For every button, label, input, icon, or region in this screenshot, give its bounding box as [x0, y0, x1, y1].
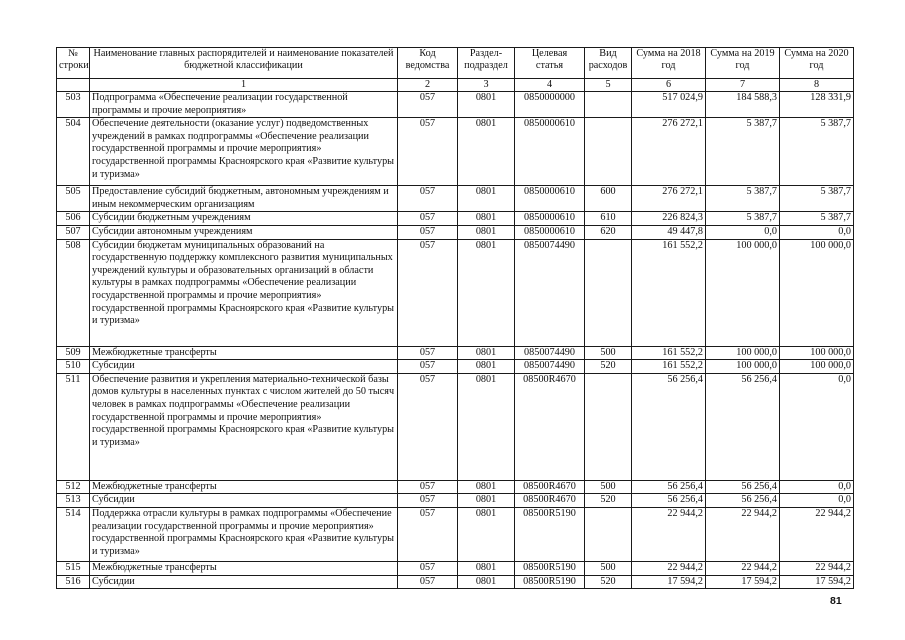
row-dept-code: 057	[398, 373, 458, 480]
row-sum-2020: 22 944,2	[780, 561, 854, 575]
row-dept-code: 057	[398, 212, 458, 226]
row-name: Субсидии автономным учреждениям	[90, 225, 398, 239]
row-target-article: 08500R5190	[515, 561, 585, 575]
row-sum-2018: 17 594,2	[632, 575, 706, 589]
row-sum-2019: 17 594,2	[706, 575, 780, 589]
row-name: Поддержка отрасли культуры в рамках подпрограммы «Обеспечение реализации государственной программы и прочие мероприятия» государственной программы Красноярского края «Развитие культуры и туризма»	[90, 507, 398, 561]
row-target-article: 0850074490	[515, 346, 585, 360]
table-row	[57, 186, 854, 212]
row-number: 516	[57, 575, 90, 589]
row-sum-2018: 22 944,2	[632, 507, 706, 561]
column-number: 5	[585, 79, 632, 92]
row-sum-2018: 49 447,8	[632, 225, 706, 239]
row-sum-2020: 0,0	[780, 373, 854, 480]
row-sum-2019: 184 588,3	[706, 92, 780, 118]
row-section: 0801	[458, 494, 515, 508]
row-sum-2019: 22 944,2	[706, 507, 780, 561]
row-number: 510	[57, 360, 90, 374]
row-sum-2020: 5 387,7	[780, 212, 854, 226]
row-dept-code: 057	[398, 507, 458, 561]
header-row-number: № строки	[57, 48, 90, 79]
row-name: Субсидии бюджетным учреждениям	[90, 212, 398, 226]
header-sum-2019: Сумма на 2019 год	[706, 48, 780, 79]
row-dept-code: 057	[398, 186, 458, 212]
column-number: 3	[458, 79, 515, 92]
row-target-article: 08500R4670	[515, 494, 585, 508]
row-expense-kind: 500	[585, 480, 632, 494]
row-dept-code: 057	[398, 239, 458, 346]
row-sum-2020: 0,0	[780, 225, 854, 239]
row-sum-2019: 100 000,0	[706, 360, 780, 374]
row-number: 505	[57, 186, 90, 212]
header-expense-kind: Вид расходов	[585, 48, 632, 79]
row-sum-2018: 161 552,2	[632, 360, 706, 374]
row-sum-2018: 56 256,4	[632, 494, 706, 508]
row-sum-2018: 56 256,4	[632, 480, 706, 494]
row-sum-2020: 5 387,7	[780, 118, 854, 186]
row-number: 506	[57, 212, 90, 226]
row-dept-code: 057	[398, 118, 458, 186]
row-target-article: 0850000610	[515, 186, 585, 212]
row-sum-2020: 17 594,2	[780, 575, 854, 589]
row-target-article: 0850074490	[515, 239, 585, 346]
table-row	[57, 239, 854, 346]
row-number: 512	[57, 480, 90, 494]
column-number: 2	[398, 79, 458, 92]
row-section: 0801	[458, 507, 515, 561]
row-expense-kind: 500	[585, 346, 632, 360]
row-sum-2019: 56 256,4	[706, 494, 780, 508]
header-dept-code: Код ведомства	[398, 48, 458, 79]
row-target-article: 08500R4670	[515, 480, 585, 494]
row-sum-2019: 5 387,7	[706, 186, 780, 212]
column-number: 6	[632, 79, 706, 92]
row-sum-2018: 226 824,3	[632, 212, 706, 226]
row-expense-kind: 600	[585, 186, 632, 212]
row-sum-2018: 22 944,2	[632, 561, 706, 575]
row-expense-kind: 520	[585, 575, 632, 589]
row-sum-2019: 22 944,2	[706, 561, 780, 575]
row-sum-2020: 5 387,7	[780, 186, 854, 212]
row-dept-code: 057	[398, 561, 458, 575]
header-row	[57, 48, 854, 79]
table-row	[57, 360, 854, 374]
row-expense-kind: 520	[585, 494, 632, 508]
row-section: 0801	[458, 239, 515, 346]
row-sum-2018: 276 272,1	[632, 186, 706, 212]
row-sum-2020: 100 000,0	[780, 360, 854, 374]
row-target-article: 0850074490	[515, 360, 585, 374]
column-number: 4	[515, 79, 585, 92]
column-number: 8	[780, 79, 854, 92]
row-section: 0801	[458, 212, 515, 226]
row-sum-2019: 56 256,4	[706, 373, 780, 480]
row-expense-kind	[585, 373, 632, 480]
row-name: Субсидии бюджетам муниципальных образований на государственную поддержку комплексного развития муниципальных учреждений культуры и образовательных организаций в области культуры в рамках подпрограммы «Обеспечение реализации государственной программы и прочие мероприятия» государственной программы Красноярского края «Развитие культуры и туризма»	[90, 239, 398, 346]
row-number: 514	[57, 507, 90, 561]
header-sum-2018: Сумма на 2018 год	[632, 48, 706, 79]
row-name: Субсидии	[90, 575, 398, 589]
row-number: 509	[57, 346, 90, 360]
row-number: 508	[57, 239, 90, 346]
header-target-article: Целевая статья	[515, 48, 585, 79]
table-row	[57, 494, 854, 508]
row-expense-kind: 520	[585, 360, 632, 374]
column-number-row	[57, 79, 854, 92]
row-sum-2020: 22 944,2	[780, 507, 854, 561]
row-number: 503	[57, 92, 90, 118]
header-name: Наименование главных распорядителей и наименование показателей бюджетной классификации	[90, 48, 398, 79]
row-number: 504	[57, 118, 90, 186]
table-row	[57, 225, 854, 239]
row-sum-2020: 0,0	[780, 494, 854, 508]
row-target-article: 08500R5190	[515, 507, 585, 561]
row-sum-2018: 161 552,2	[632, 239, 706, 346]
row-sum-2019: 100 000,0	[706, 346, 780, 360]
row-target-article: 0850000000	[515, 92, 585, 118]
row-dept-code: 057	[398, 360, 458, 374]
budget-page	[56, 47, 853, 589]
row-expense-kind	[585, 118, 632, 186]
column-number	[57, 79, 90, 92]
row-sum-2018: 517 024,9	[632, 92, 706, 118]
row-dept-code: 057	[398, 225, 458, 239]
row-section: 0801	[458, 225, 515, 239]
row-section: 0801	[458, 575, 515, 589]
row-section: 0801	[458, 480, 515, 494]
row-sum-2018: 56 256,4	[632, 373, 706, 480]
row-expense-kind	[585, 239, 632, 346]
row-sum-2019: 100 000,0	[706, 239, 780, 346]
table-row	[57, 575, 854, 589]
row-section: 0801	[458, 92, 515, 118]
row-sum-2020: 0,0	[780, 480, 854, 494]
row-name: Субсидии	[90, 360, 398, 374]
table-body	[57, 92, 854, 589]
row-sum-2019: 5 387,7	[706, 212, 780, 226]
table-row	[57, 480, 854, 494]
row-number: 515	[57, 561, 90, 575]
row-number: 511	[57, 373, 90, 480]
row-sum-2018: 161 552,2	[632, 346, 706, 360]
row-name: Межбюджетные трансферты	[90, 346, 398, 360]
row-section: 0801	[458, 360, 515, 374]
row-section: 0801	[458, 373, 515, 480]
row-name: Межбюджетные трансферты	[90, 480, 398, 494]
row-sum-2019: 0,0	[706, 225, 780, 239]
row-sum-2020: 100 000,0	[780, 346, 854, 360]
row-section: 0801	[458, 561, 515, 575]
row-target-article: 0850000610	[515, 212, 585, 226]
row-dept-code: 057	[398, 92, 458, 118]
budget-table	[56, 47, 854, 589]
row-name: Подпрограмма «Обеспечение реализации государственной программы и прочие мероприятия»	[90, 92, 398, 118]
row-name: Субсидии	[90, 494, 398, 508]
row-name: Межбюджетные трансферты	[90, 561, 398, 575]
row-sum-2019: 5 387,7	[706, 118, 780, 186]
table-row	[57, 561, 854, 575]
row-dept-code: 057	[398, 480, 458, 494]
table-row	[57, 346, 854, 360]
row-target-article: 08500R5190	[515, 575, 585, 589]
table-row	[57, 118, 854, 186]
row-name: Предоставление субсидий бюджетным, автономным учреждениям и иным некоммерческим организациям	[90, 186, 398, 212]
row-target-article: 08500R4670	[515, 373, 585, 480]
header-section: Раздел-подраздел	[458, 48, 515, 79]
row-dept-code: 057	[398, 575, 458, 589]
page-number: 81	[830, 595, 842, 607]
row-section: 0801	[458, 118, 515, 186]
row-section: 0801	[458, 186, 515, 212]
table-row	[57, 373, 854, 480]
row-expense-kind	[585, 92, 632, 118]
row-dept-code: 057	[398, 494, 458, 508]
row-sum-2020: 128 331,9	[780, 92, 854, 118]
row-name: Обеспечение деятельности (оказание услуг) подведомственных учреждений в рамках подпрограммы «Обеспечение реализации государственной программы и прочие мероприятия» государственной программы Красноярского края «Развитие культуры и туризма»	[90, 118, 398, 186]
row-section: 0801	[458, 346, 515, 360]
row-number: 513	[57, 494, 90, 508]
row-number: 507	[57, 225, 90, 239]
row-sum-2018: 276 272,1	[632, 118, 706, 186]
table-row	[57, 92, 854, 118]
row-sum-2019: 56 256,4	[706, 480, 780, 494]
table-row	[57, 212, 854, 226]
column-number: 1	[90, 79, 398, 92]
row-expense-kind: 620	[585, 225, 632, 239]
row-target-article: 0850000610	[515, 225, 585, 239]
row-expense-kind: 500	[585, 561, 632, 575]
row-dept-code: 057	[398, 346, 458, 360]
row-expense-kind: 610	[585, 212, 632, 226]
row-name: Обеспечение развития и укрепления материально-технической базы домов культуры в населенных пунктах с числом жителей до 50 тысяч человек в рамках подпрограммы «Обеспечение реализации государственной программы и прочие мероприятия» государственной программы Красноярского края «Развитие культуры и туризма»	[90, 373, 398, 480]
table-row	[57, 507, 854, 561]
row-target-article: 0850000610	[515, 118, 585, 186]
row-expense-kind	[585, 507, 632, 561]
row-sum-2020: 100 000,0	[780, 239, 854, 346]
column-number: 7	[706, 79, 780, 92]
header-sum-2020: Сумма на 2020 год	[780, 48, 854, 79]
